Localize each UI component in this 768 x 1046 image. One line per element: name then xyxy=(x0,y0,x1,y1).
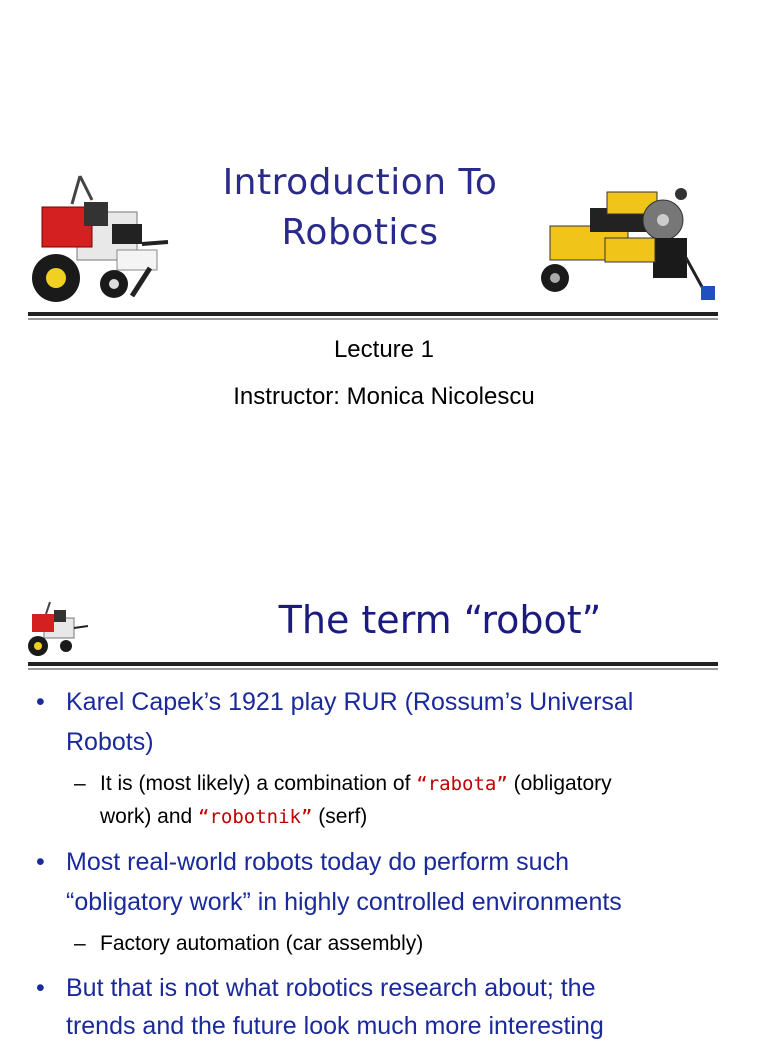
title-line-1: Introduction To xyxy=(222,162,498,203)
lego-robot-small-icon xyxy=(26,600,90,658)
sub-bullet-1-text-d: (serf) xyxy=(312,805,368,828)
sub-bullet-1-text-a: It is (most likely) a combination of xyxy=(100,772,417,795)
title-line-2: Robotics xyxy=(281,212,439,253)
lecture-number: Lecture 1 xyxy=(333,336,435,363)
sub-bullet-1-line-1 xyxy=(100,768,750,800)
sub-bullet-1-line-2 xyxy=(100,801,750,833)
sub-bullet-1-text-b: (obligatory xyxy=(507,772,612,795)
bullet-3-line-1: But that is not what robotics research about; the xyxy=(66,974,596,1002)
bullet-2-line-2: “obligatory work” in highly controlled environments xyxy=(66,888,622,916)
slide-2-divider-shadow xyxy=(28,668,718,670)
bullet-dot: • xyxy=(36,848,45,876)
slide-2 xyxy=(0,560,768,1040)
sub-bullet-1-text-c: work) and xyxy=(100,805,199,828)
bullet-3 xyxy=(36,968,45,1008)
bullet-dot: • xyxy=(36,974,45,1002)
slide-1-divider xyxy=(28,312,718,316)
sub-bullet-1-dash: – xyxy=(74,772,86,795)
bullet-3-line-2: trends and the future look much more interesting xyxy=(66,1012,604,1040)
sub-bullet-2-dash: – xyxy=(74,932,86,955)
slide-2-title: The term “robot” xyxy=(278,598,602,642)
bullet-1-line-1: Karel Capek’s 1921 play RUR (Rossum’s Universal xyxy=(66,688,634,716)
lego-robot-right-image xyxy=(535,178,725,306)
bullet-2 xyxy=(36,842,45,882)
bullet-2-line-1: Most real-world robots today do perform such xyxy=(66,848,569,876)
sub-bullet-2-text: Factory automation (car assembly) xyxy=(100,932,424,955)
instructor-name: Instructor: Monica Nicolescu xyxy=(233,383,535,410)
slide-2-divider xyxy=(28,662,718,666)
bullet-1-line-2: Robots) xyxy=(66,728,154,756)
term-robotnik: “robotnik” xyxy=(198,806,313,828)
term-rabota: “rabota” xyxy=(416,773,508,795)
slide-1-divider-shadow xyxy=(28,318,718,320)
bullet-dot: • xyxy=(36,688,45,716)
